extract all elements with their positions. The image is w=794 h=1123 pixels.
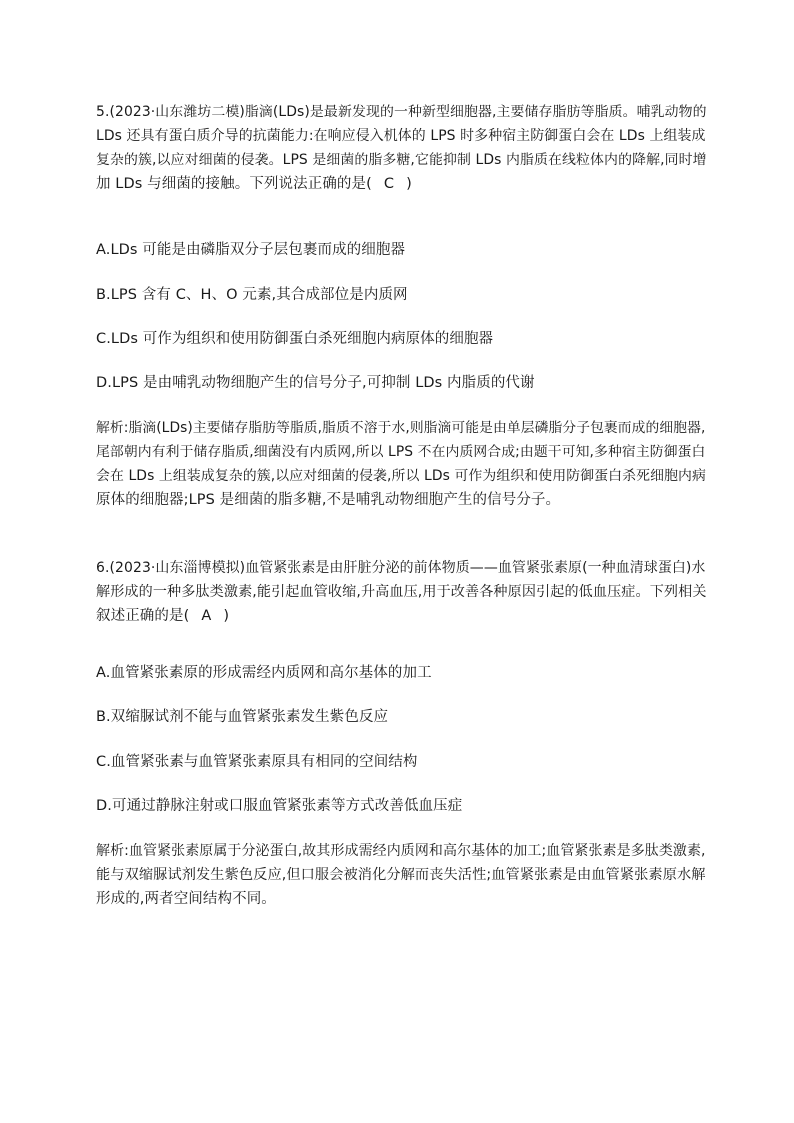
question-6-analysis-line: 形成的,两者空间结构不同。: [96, 891, 276, 907]
question-6-stem-line: 6.(2023·山东淄博模拟)血管紧张素是由肝脏分泌的前体物质——血管紧张素原(一种血清球蛋白)水: [96, 560, 706, 576]
question-5-analysis-line: 解析:脂滴(LDs)主要储存脂肪等脂质,脂质不溶于水,则脂滴可能是由单层磷脂分子包裹而成的细胞器,: [96, 420, 706, 436]
question-5-answer: C: [383, 176, 395, 192]
question-6-close-paren: ): [223, 608, 230, 624]
question-6-analysis-line: 解析:血管紧张素原属于分泌蛋白,故其形成需经内质网和高尔基体的加工;血管紧张素是多肽类激素,: [96, 843, 706, 859]
question-6-stem-line: 解形成的一种多肽类激素,能引起血管收缩,升高血压,用于改善各种原因引起的低血压症。下列相关: [96, 584, 707, 600]
question-5-close-paren: ): [406, 176, 412, 192]
question-6-stem: [96, 556, 706, 628]
question-6-answer: A: [201, 608, 212, 624]
question-6-option-b: B.双缩脲试剂不能与血管紧张素发生紫色反应: [96, 709, 389, 725]
question-5-stem: [96, 100, 706, 196]
question-5-option-c: C.LDs 可作为组织和使用防御蛋白杀死细胞内病原体的细胞器: [96, 331, 494, 347]
question-5-stem-line: 5.(2023·山东潍坊二模)脂滴(LDs)是最新发现的一种新型细胞器,主要储存脂肪等脂质。哺乳动物的: [96, 104, 707, 120]
question-5-stem-line: LDs 还具有蛋白质介导的抗菌能力:在响应侵入机体的 LPS 时多种宿主防御蛋白会在 LDs 上组装成: [96, 128, 706, 144]
question-6-analysis-line: 能与双缩脲试剂发生紫色反应,但口服会被消化分解而丧失活性;血管紧张素是由血管紧张素原水解: [96, 867, 706, 883]
question-5-stem-line: 复杂的簇,以应对细菌的侵袭。LPS 是细菌的脂多糖,它能抑制 LDs 内脂质在线粒体内的降解,同时增: [96, 152, 707, 168]
question-5-stem-last-line: [96, 172, 706, 196]
question-5-analysis-line: 会在 LDs 上组装成复杂的簇,以应对细菌的侵袭,所以 LDs 可作为组织和使用防御蛋白杀死细胞内病: [96, 468, 706, 484]
question-6-analysis: [96, 839, 706, 911]
question-6-option-c: C.血管紧张素与血管紧张素原具有相同的空间结构: [96, 754, 418, 770]
question-5-stem-line: 加 LDs 与细菌的接触。下列说法正确的是(: [96, 176, 372, 192]
question-6-stem-line: 叙述正确的是(: [96, 608, 190, 624]
question-5-option-b: B.LPS 含有 C、H、O 元素,其合成部位是内质网: [96, 287, 408, 303]
question-6-option-a: A.血管紧张素原的形成需经内质网和高尔基体的加工: [96, 665, 432, 681]
question-5-analysis-line: 尾部朝内有利于储存脂质,细菌没有内质网,所以 LPS 不在内质网合成;由题干可知,多种宿主防御蛋白: [96, 444, 706, 460]
question-5-option-a: A.LDs 可能是由磷脂双分子层包裹而成的细胞器: [96, 242, 406, 258]
question-5-analysis: [96, 416, 706, 512]
question-5-analysis-line: 原体的细胞器;LPS 是细菌的脂多糖,不是哺乳动物细胞产生的信号分子。: [96, 492, 561, 508]
question-6-stem-last-line: [96, 604, 706, 628]
question-5-option-d: D.LPS 是由哺乳动物细胞产生的信号分子,可抑制 LDs 内脂质的代谢: [96, 375, 535, 391]
question-6-option-d: D.可通过静脉注射或口服血管紧张素等方式改善低血压症: [96, 798, 463, 814]
